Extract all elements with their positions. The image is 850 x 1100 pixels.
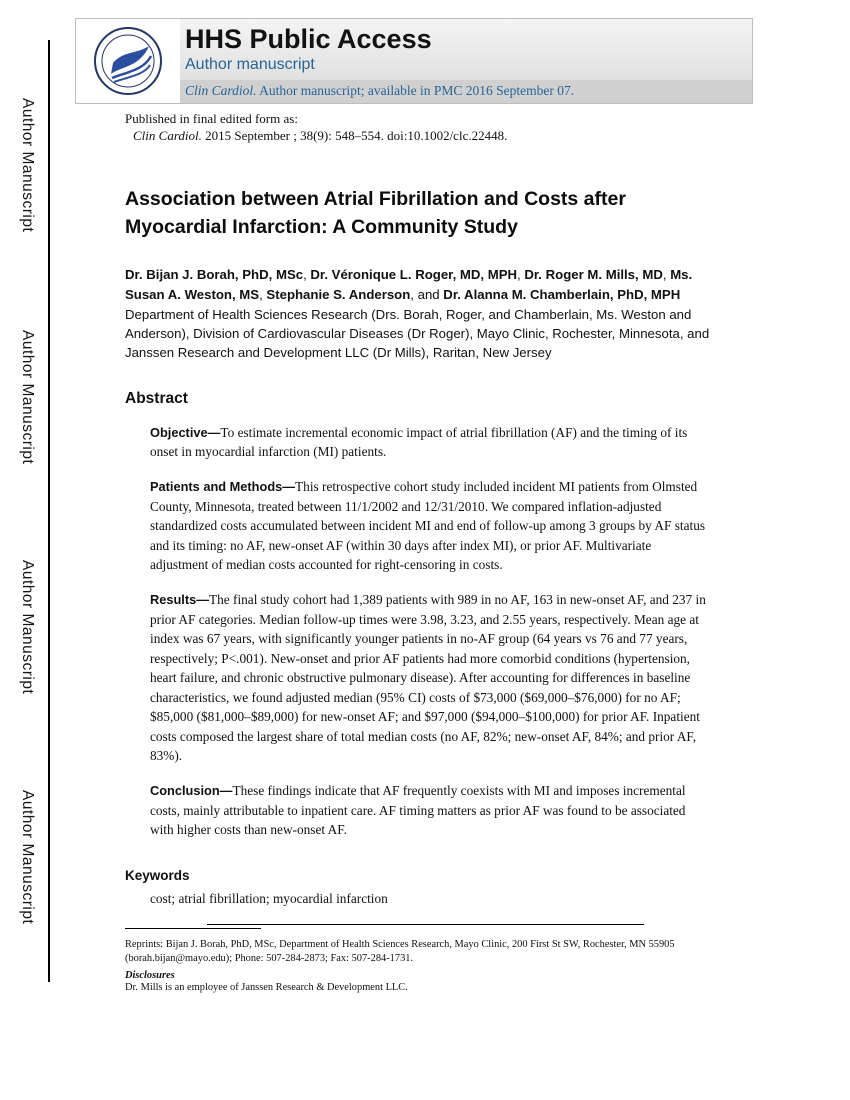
author-separator: , and — [410, 287, 444, 303]
watermark-label: Author Manuscript — [19, 329, 36, 465]
published-as-block — [125, 110, 725, 144]
author-separator: , — [517, 267, 525, 283]
author-name: Stephanie S. Anderson — [266, 287, 411, 303]
published-as-lead: Published in final edited form as: — [125, 111, 298, 126]
banner-author-manuscript-link[interactable]: Author manuscript — [185, 56, 315, 73]
reprints-note: Reprints: Bijan J. Borah, PhD, MSc, Department of Health Sciences Research, Mayo Clinic, 200 First St SW, Rochester, MN 55905 (borah.bijan@mayo.edu); Phone: 507-284-2873; Fax: 507-284-1731. — [125, 939, 675, 964]
author-manuscript-watermark — [16, 272, 50, 522]
watermark-label: Author Manuscript — [19, 97, 36, 233]
footnote-area — [125, 928, 725, 995]
author-list — [125, 265, 725, 305]
section-label: Conclusion— — [150, 782, 233, 798]
section-label: Objective— — [150, 424, 221, 440]
author-separator: , — [662, 267, 671, 283]
hhs-seal-icon — [92, 25, 164, 97]
author-name: Dr. Roger M. Mills, MD — [524, 267, 663, 283]
watermark-label: Author Manuscript — [19, 789, 36, 925]
footnote-divider — [125, 928, 261, 929]
article-title — [125, 186, 725, 242]
section-label: Patients and Methods— — [150, 478, 296, 494]
keywords-divider — [207, 924, 644, 925]
abstract-section-objective — [150, 423, 710, 462]
author-separator: , — [303, 267, 311, 283]
abstract-section-conclusion — [150, 781, 710, 840]
author-name: Dr. Véronique L. Roger, MD, MPH — [310, 267, 518, 283]
published-journal: Clin Cardiol. — [133, 128, 202, 144]
banner-citation-rest[interactable]: Author manuscript; available in PMC 2016 September 07. — [256, 83, 575, 98]
keywords-heading: Keywords — [125, 867, 190, 883]
author-separator: , — [259, 287, 267, 303]
disclosures-text: Dr. Mills is an employee of Janssen Research & Development LLC. — [125, 982, 408, 994]
abstract-section-methods — [150, 477, 710, 575]
article-body — [125, 110, 725, 925]
author-name: Ms. Susan A. Weston, MS — [125, 267, 693, 303]
section-text: To estimate incremental economic impact of atrial fibrillation (AF) and the timing of its onset in myocardial infarction (MI) patients. — [150, 424, 688, 460]
author-name: Dr. Alanna M. Chamberlain, PhD, MPH — [443, 287, 681, 303]
hhs-logo-box — [76, 19, 180, 103]
watermark-label: Author Manuscript — [19, 559, 36, 695]
banner-title: HHS Public Access — [185, 24, 432, 54]
hhs-banner — [75, 18, 753, 104]
author-manuscript-watermark — [16, 502, 50, 752]
section-text: The final study cohort had 1,389 patients with 989 in no AF, 163 in new-onset AF, and 237 in prior AF categories. Median follow-up times were 3.98, 3.23, and 2.55 years, respectively. Mean age at index was 67 years, with significantly younger patients in no-AF group (64 years vs 76 and 77 years, respectively; P<.001). New-onset and prior AF patients had more comorbid conditions (hypertension, heart failure, and chronic obstructive pulmonary disease). After accounting for differences in baseline characteristics, we found adjusted median (95% CI) costs of $73,000 ($69,000–$76,000) for no AF; $85,000 ($81,000–$89,000) for new-onset AF; and $97,000 ($94,000–$100,000) for prior AF. Inpatient costs composed the largest share of total median costs (no AF, 82%; new-onset AF, 84%; and prior AF, 83%). — [150, 591, 706, 764]
banner-text-area — [180, 19, 752, 103]
published-as-citation — [125, 127, 725, 144]
section-text: This retrospective cohort study included incident MI patients from Olmsted County, Minnesota, treated between 11/1/2002 and 12/31/2010. We compared inflation-adjusted standardized costs accumulated between incident MI and end of follow-up among 3 groups by AF status and its timing: no AF, new-onset AF (within 30 days after index MI), or prior AF. Multivariate adjustment of median costs accounted for right-censoring in costs. — [150, 478, 706, 573]
affiliation: Department of Health Sciences Research (Drs. Borah, Roger, and Chamberlain, Ms. Weston and Anderson), Division of Cardiovascular Diseases (Dr Roger), Mayo Clinic, Rochester, Minnesota, and Janssen Research and Development LLC (Dr Mills), Raritan, New Jersey — [125, 307, 710, 361]
banner-citation[interactable] — [180, 80, 752, 103]
keywords-text: cost; atrial fibrillation; myocardial infarction — [150, 890, 388, 906]
author-manuscript-watermark — [16, 40, 50, 290]
disclosures-heading: Disclosures — [125, 970, 175, 982]
abstract-section-results — [150, 590, 710, 766]
watermark-rule — [48, 40, 50, 290]
author-manuscript-watermark — [16, 732, 50, 982]
article-title-line1: Association between Atrial Fibrillation and Costs after — [125, 188, 626, 211]
watermark-rule — [48, 732, 50, 982]
author-name: Dr. Bijan J. Borah, PhD, MSc — [125, 267, 304, 283]
abstract-heading: Abstract — [125, 389, 188, 407]
section-text: These findings indicate that AF frequently coexists with MI and imposes incremental costs, mainly attributable to inpatient care. AF timing matters as prior AF was found to be associated with higher costs than new-onset AF. — [150, 782, 686, 838]
watermark-rule — [48, 502, 50, 752]
watermark-rule — [48, 272, 50, 522]
article-title-line2: Myocardial Infarction: A Community Study — [125, 216, 518, 239]
section-label: Results— — [150, 591, 210, 607]
published-detail: 2015 September ; 38(9): 548–554. doi:10.1002/clc.22448. — [201, 128, 508, 144]
banner-citation-journal[interactable]: Clin Cardiol. — [185, 83, 257, 98]
